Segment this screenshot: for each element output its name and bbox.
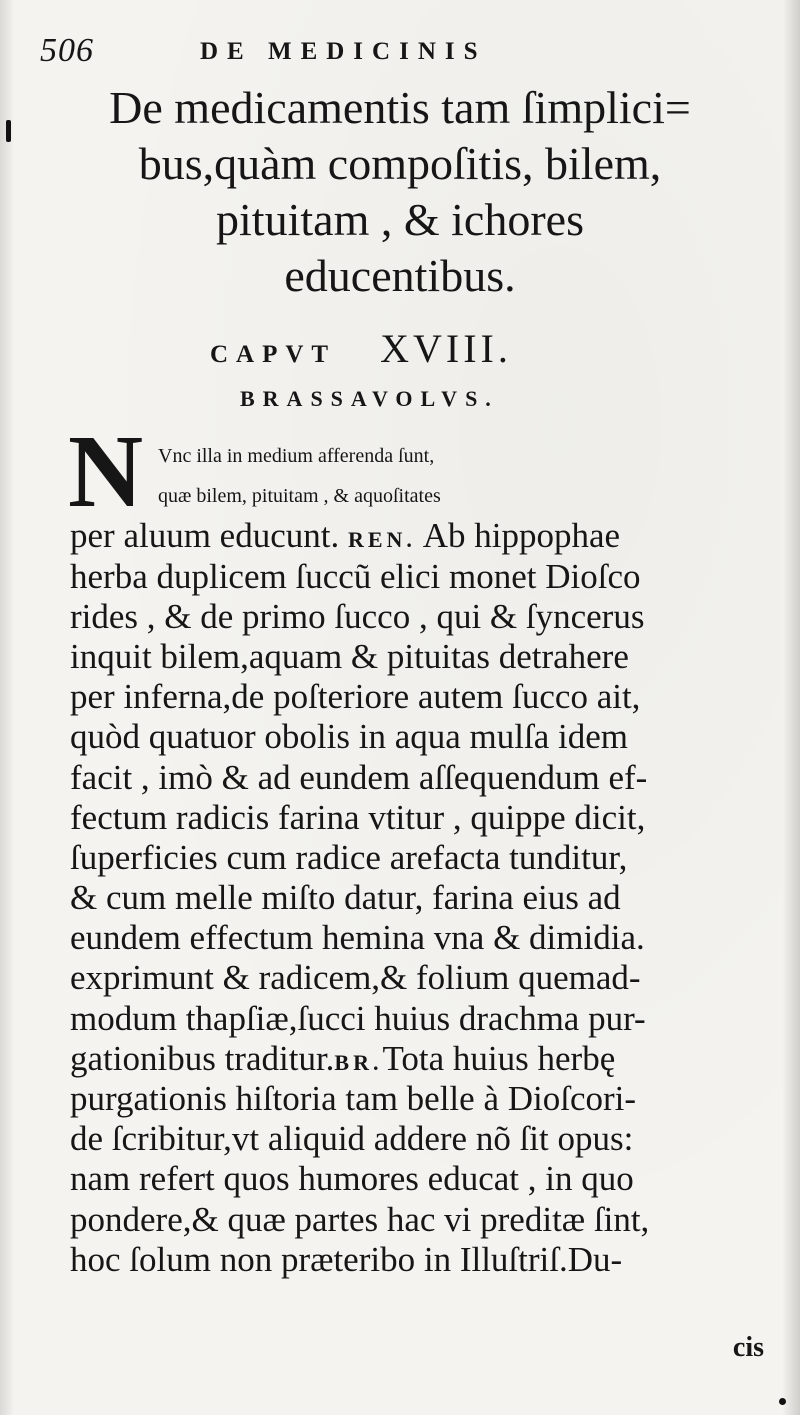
title-line: pituitam , & ichores	[216, 194, 584, 245]
drop-cap: N	[68, 414, 144, 529]
text-line: inquit bilem,aquam & pituitas detrahere	[70, 636, 629, 676]
page-number: 506	[40, 32, 94, 69]
text-line: facit , imò & ad eundem aſſequendum ef-	[70, 757, 648, 797]
text-line: de ſcribitur,vt aliquid addere nõ ſit opus:	[70, 1119, 634, 1159]
page-edge-right	[782, 0, 800, 1415]
text-line: purgationis hiſtoria tam belle à Dioſcori-	[70, 1079, 637, 1118]
chapter-word: CAPVT	[210, 341, 337, 368]
chapter-heading	[210, 325, 512, 372]
section-title	[60, 80, 740, 304]
catchword: cis	[732, 1332, 764, 1363]
page-gutter-left	[0, 0, 14, 1415]
title-line: De medicamentis tam ſimplici=	[109, 82, 691, 133]
text-line: quæ bilem, pituitam , & aquoſitates	[158, 485, 441, 508]
text-line: nam refert quos humores educat , in quo	[70, 1159, 634, 1199]
speaker-abbreviation: REN.	[347, 527, 416, 553]
text-line: hoc ſolum non præteribo in Illuſtriſ.Du-	[70, 1239, 623, 1279]
text-segment: gationibus traditur.	[70, 1038, 335, 1078]
text-line: Vnc illa in medium afferenda ſunt,	[158, 445, 435, 467]
text-line	[70, 1039, 740, 1079]
title-line: bus,quàm compoſitis, bilem,	[138, 138, 662, 189]
text-segment: Ab hippophae	[415, 516, 621, 556]
text-segment: Tota huius herbę	[382, 1038, 616, 1078]
page-header	[40, 32, 600, 78]
text-segment: per aluum educunt.	[70, 516, 348, 556]
speaker-abbreviation: BR.	[334, 1049, 383, 1075]
text-line: & cum melle miſto datur, farina eius ad	[70, 878, 621, 918]
text-line: quòd quatuor obolis in aqua mulſa idem	[70, 717, 628, 757]
text-line: rides , & de primo ſucco , qui & ſyncerus	[70, 596, 645, 636]
title-line: educentibus.	[284, 250, 516, 301]
text-line: eundem effectum hemina vna & dimidia.	[70, 918, 645, 958]
text-line: exprimunt & radicem,& folium quemad-	[70, 958, 641, 998]
text-line: modum thapſiæ,ſucci huius drachma pur-	[70, 998, 646, 1038]
text-line: fectum radicis farina vtitur , quippe dicit,	[70, 797, 646, 837]
ink-speck	[779, 1398, 786, 1405]
text-line	[70, 516, 740, 556]
running-head: DE MEDICINIS	[200, 38, 487, 65]
chapter-number: XVIII.	[380, 326, 512, 371]
text-line: pondere,& quæ partes hac vi preditæ ſint,	[70, 1199, 650, 1239]
text-line: per inferna,de poſteriore autem ſucco ait,	[70, 677, 641, 717]
text-line: herba duplicem ſuccũ elici monet Dioſco	[70, 556, 641, 596]
body-text	[70, 436, 740, 1280]
speaker-name: BRASSAVOLVS.	[240, 386, 499, 411]
text-line: ſuperficies cum radice arefacta tunditur,	[70, 837, 628, 877]
ink-speck	[6, 120, 11, 142]
